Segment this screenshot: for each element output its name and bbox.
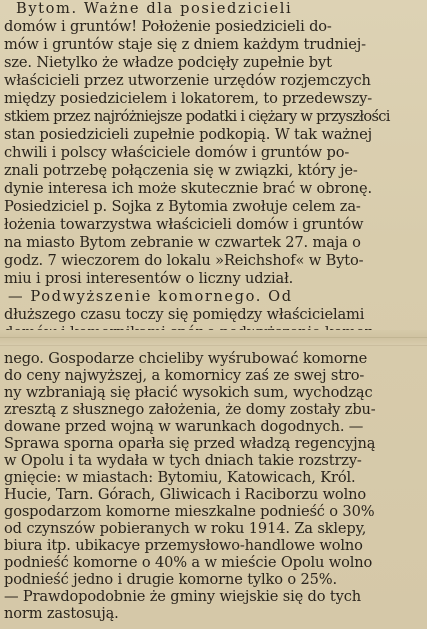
text-line: dynie interesa ich może skutecznie brać w obronę. bbox=[4, 180, 373, 197]
text-line: gnięcie: w miastach: Bytomiu, Katowicach, Król. bbox=[4, 469, 356, 486]
text-line: w Opolu i ta wydała w tych dniach takie rozstrzy- bbox=[4, 452, 362, 469]
text-line: na miasto Bytom zebranie w czwartek 27. maja o bbox=[4, 234, 361, 251]
text-line: biura itp. ubikacye przemysłowo-handlowe wolno bbox=[4, 537, 363, 554]
text-line: znali potrzebę połączenia się w związki, który je- bbox=[4, 162, 358, 179]
text-line: norm zastosują. bbox=[4, 605, 119, 622]
torn-fold bbox=[0, 330, 427, 346]
text-line: Sprawa sporna oparła się przed władzą regencyjną bbox=[4, 435, 376, 452]
text-line: gospodarzom komorne mieszkalne podnieść o 30% bbox=[4, 503, 375, 520]
text-line: — Prawdopodobnie że gminy wiejskie się do tych bbox=[4, 588, 361, 605]
text-line: podnieść jedno i drugie komorne tylko o 25%. bbox=[4, 571, 337, 588]
text-line: od czynszów pobieranych w roku 1914. Za sklepy, bbox=[4, 520, 367, 537]
headline-bytom: Bytom. Ważne dla posiedzicieli bbox=[16, 0, 293, 17]
fold-line bbox=[0, 337, 427, 338]
text-line: domów i gruntów! Położenie posiedzicieli do- bbox=[4, 18, 332, 35]
text-line: miu i prosi interesentów o liczny udział. bbox=[4, 270, 294, 287]
text-line: stkiem przez najróżniejsze podatki i ciężary w przyszłości bbox=[4, 108, 390, 125]
text-line: zresztą z słusznego założenia, że domy zostały zbu- bbox=[4, 401, 376, 418]
text-line: nego. Gospodarze chcieliby wyśrubować komorne bbox=[4, 350, 368, 367]
text-line: ny wzbraniają się płacić wysokich sum, wychodząc bbox=[4, 384, 373, 401]
text-line: sze. Nietylko że władze podcięły zupełnie byt bbox=[4, 54, 332, 71]
text-line: chwili i polscy właściciele domów i gruntów po- bbox=[4, 144, 350, 161]
text-line: stan posiedzicieli zupełnie podkopią. W tak ważnej bbox=[4, 126, 373, 143]
text-line: łożenia towarzystwa właścicieli domów i gruntów bbox=[4, 216, 364, 233]
article-bottom-section bbox=[0, 346, 427, 629]
headline-podwyzszenie: — Podwyższenie komornego. Od bbox=[8, 288, 293, 305]
text-line: Posiedziciel p. Sojka z Bytomia zwołuje celem za- bbox=[4, 198, 361, 215]
text-line: dłuższego czasu toczy się pomiędzy właścicielami bbox=[4, 306, 365, 323]
text-line: mów i gruntów staje się z dniem każdym trudniej- bbox=[4, 36, 366, 53]
text-line: godz. 7 wieczorem do lokalu »Reichshof« w Byto- bbox=[4, 252, 364, 269]
text-line: między posiedzicielem i lokatorem, to przedewszy- bbox=[4, 90, 373, 107]
text-line: podnieść komorne o 40% a w mieście Opolu wolno bbox=[4, 554, 373, 571]
text-line: Hucie, Tarn. Górach, Gliwicach i Raciborzu wolno bbox=[4, 486, 366, 503]
text-line: dowane przed wojną w warunkach dogodnych. — bbox=[4, 418, 364, 435]
text-line: właścicieli przez utworzenie urzędów rozjemczych bbox=[4, 72, 371, 89]
text-line: do ceny najwyższej, a komornicy zaś ze swej stro- bbox=[4, 367, 365, 384]
